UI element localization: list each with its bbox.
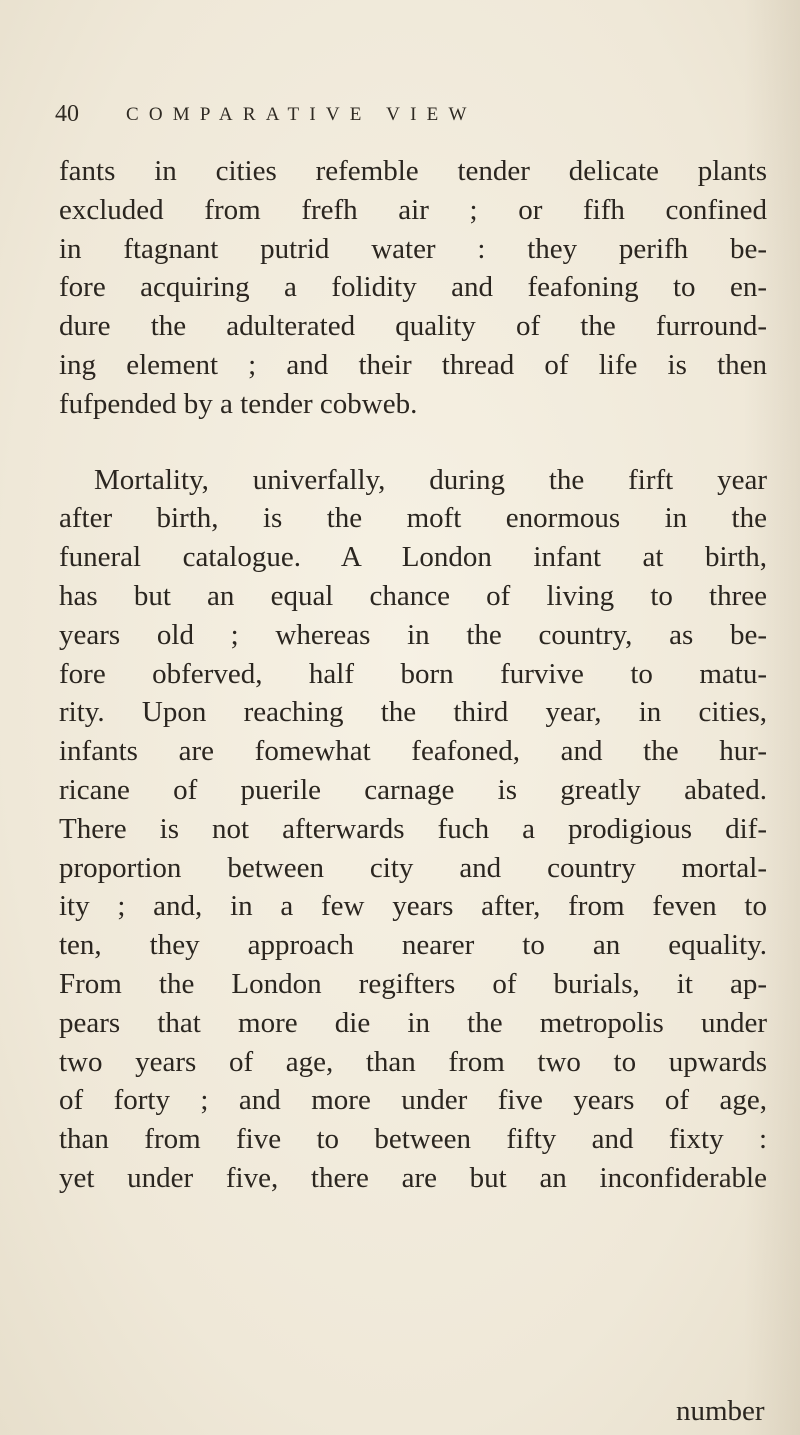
text-line: fore obferved, half born furvive to matu- <box>59 657 767 690</box>
text-line: ten, they approach nearer to an equality. <box>59 929 767 962</box>
text-line: after birth, is the moft enormous in the <box>59 502 767 535</box>
text-line: ity ; and, in a few years after, from feven to <box>59 890 767 923</box>
paragraph-1 <box>59 152 767 424</box>
running-title: COMPARATIVE VIEW <box>126 104 477 125</box>
catchword: number <box>676 1395 765 1427</box>
running-head <box>55 97 775 137</box>
text-line: years old ; whereas in the country, as be- <box>59 618 767 651</box>
text-line: pears that more die in the metropolis under <box>59 1006 767 1039</box>
text-line: rity. Upon reaching the third year, in cities, <box>59 696 767 729</box>
text-line: infants are fomewhat feafoned, and the hur- <box>59 735 767 768</box>
text-line: two years of age, than from two to upwards <box>59 1045 767 1078</box>
text-line: dure the adulterated quality of the furround- <box>59 310 767 343</box>
text-line: than from five to between fifty and fixty : <box>59 1123 767 1156</box>
text-line: ricane of puerile carnage is greatly abated. <box>59 773 767 806</box>
text-line: has but an equal chance of living to three <box>59 579 767 612</box>
text-line: in ftagnant putrid water : they perifh be- <box>59 232 767 265</box>
text-line: There is not afterwards fuch a prodigious dif- <box>59 812 767 845</box>
text-line: From the London regifters of burials, it ap- <box>59 967 767 1000</box>
text-line: funeral catalogue. A London infant at birth, <box>59 541 767 574</box>
paragraph-gap <box>59 424 767 461</box>
text-line: fufpended by a tender cobweb. <box>59 387 418 420</box>
text-line: Mortality, univerfally, during the firft year <box>94 463 767 496</box>
paragraph-2 <box>59 461 767 1198</box>
text-line: fore acquiring a folidity and feafoning to en- <box>59 271 767 304</box>
page-number: 40 <box>55 101 79 127</box>
text-line: excluded from frefh air ; or fifh confined <box>59 193 767 226</box>
text-line: ing element ; and their thread of life is then <box>59 348 767 381</box>
text-line: of forty ; and more under five years of age, <box>59 1084 767 1117</box>
text-line: proportion between city and country mortal- <box>59 851 767 884</box>
body-text <box>59 152 767 1198</box>
text-line: yet under five, there are but an inconfiderable <box>59 1161 767 1194</box>
text-line: fants in cities refemble tender delicate plants <box>59 155 767 187</box>
